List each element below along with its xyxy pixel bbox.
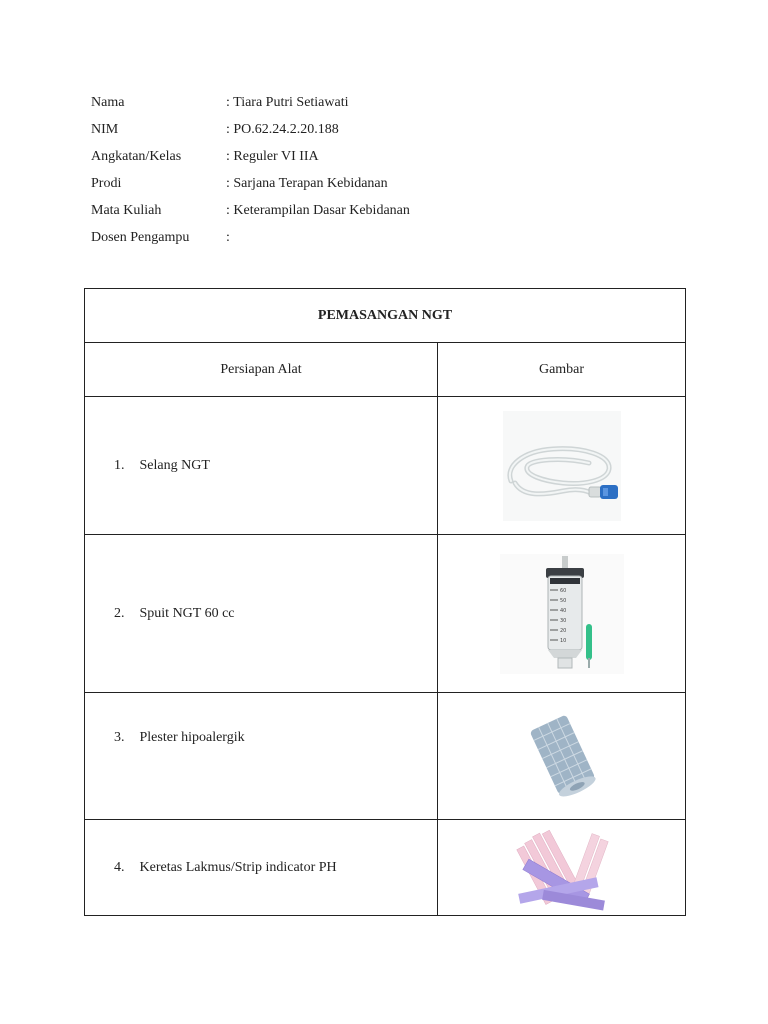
ph-strips-image [512, 821, 612, 915]
syringe-mark: 40 [559, 607, 566, 614]
info-value: : [226, 230, 230, 245]
info-label: Nama [91, 95, 125, 110]
item-number: 3. [114, 730, 125, 745]
item-cell [85, 693, 438, 820]
table-row [85, 693, 686, 820]
item-number: 1. [114, 457, 125, 473]
table-row [85, 397, 686, 535]
image-cell [438, 535, 686, 693]
info-value: : Reguler VI IIA [226, 149, 319, 164]
tape-roll-image [517, 712, 607, 800]
info-value: : Tiara Putri Setiawati [226, 95, 349, 110]
info-label: Dosen Pengampu [91, 230, 190, 245]
info-value: : Keterampilan Dasar Kebidanan [226, 203, 410, 218]
table-title: PEMASANGAN NGT [85, 289, 686, 343]
info-label: Mata Kuliah [91, 203, 162, 218]
item-cell [85, 397, 438, 535]
table-row [85, 820, 686, 916]
item-number: 4. [114, 859, 125, 875]
table-header-row [85, 343, 686, 397]
ngt-tube-image [503, 411, 621, 521]
syringe-mark: 60 [559, 587, 566, 594]
header-persiapan-alat: Persiapan Alat [85, 343, 438, 397]
item-label: Selang NGT [139, 457, 210, 473]
syringe-mark: 20 [559, 627, 566, 634]
item-cell [85, 820, 438, 916]
item-cell [85, 535, 438, 693]
item-label: Spuit NGT 60 cc [139, 605, 235, 621]
image-cell [438, 820, 686, 916]
syringe-mark: 30 [559, 617, 566, 624]
table-row [85, 535, 686, 693]
item-label: Keretas Lakmus/Strip indicator PH [139, 859, 337, 875]
syringe-mark: 10 [559, 637, 566, 644]
info-label: NIM [91, 122, 119, 137]
item-number: 2. [114, 605, 125, 621]
info-value: : PO.62.24.2.20.188 [226, 122, 339, 137]
syringe-mark: 50 [559, 597, 566, 604]
image-cell [438, 397, 686, 535]
info-label: Angkatan/Kelas [91, 149, 182, 164]
header-gambar: Gambar [438, 343, 686, 397]
equipment-table [84, 288, 686, 916]
item-label: Plester hipoalergik [139, 730, 245, 745]
syringe-image [500, 554, 624, 674]
image-cell [438, 693, 686, 820]
table-title-row [85, 289, 686, 343]
info-value: : Sarjana Terapan Kebidanan [226, 176, 388, 191]
info-label: Prodi [91, 176, 122, 191]
